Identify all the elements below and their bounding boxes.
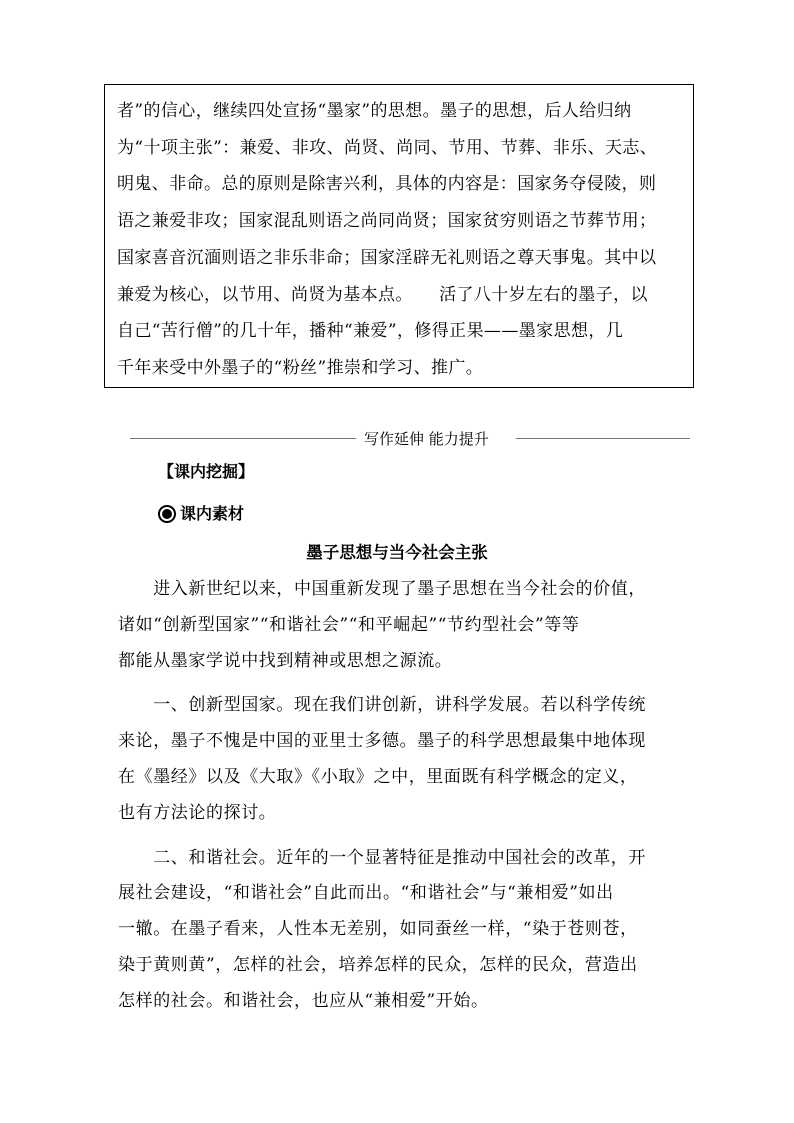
box-line: 自己“苦行僧”的几十年，播种“兼爱”，修得正果——墨家思想，几 bbox=[117, 321, 624, 342]
divider-rule-left bbox=[130, 438, 356, 439]
subsection-heading bbox=[158, 502, 244, 526]
box-line: 明鬼、非命。总的原则是除害兴利，具体的内容是：国家务夺侵陵，则 bbox=[117, 174, 657, 195]
section-heading: 【课内挖掘】 bbox=[158, 462, 255, 481]
body-line: 一、创新型国家。现在我们讲创新，讲科学发展。若以科学传统 bbox=[118, 695, 646, 716]
body-line: 展社会建设，“和谐社会”自此而出。“和谐社会”与“兼相爱”如出 bbox=[118, 883, 614, 904]
body-line: 都能从墨家学说中找到精神或思想之源流。 bbox=[118, 650, 453, 671]
body-line: 进入新世纪以来，中国重新发现了墨子思想在当今社会的价值， bbox=[118, 579, 646, 599]
box-line: 者”的信心，继续四处宣扬“墨家”的思想。墨子的思想，后人给归纳 bbox=[117, 101, 632, 121]
box-line: 兼爱为核心，以节用、尚贤为基本点。 活了八十岁左右的墨子，以 bbox=[117, 284, 648, 305]
body-line: 在《墨经》以及《大取》《小取》之中，里面既有科学概念的定义， bbox=[118, 766, 638, 787]
divider-label: 写作延伸 能力提升 bbox=[364, 430, 489, 448]
body-line: 一辙。在墨子看来，人性本无差别，如同蚕丝一样，“染于苍则苍， bbox=[118, 919, 638, 940]
box-line: 为“十项主张”：兼爱、非攻、尚贤、尚同、节用、节葬、非乐、天志、 bbox=[117, 137, 658, 158]
subsection-label: 课内素材 bbox=[180, 504, 245, 523]
filled-circle-icon bbox=[158, 505, 176, 523]
article-title: 墨子思想与当今社会主张 bbox=[306, 543, 488, 562]
section-divider bbox=[130, 428, 690, 450]
article-body bbox=[118, 572, 698, 1020]
box-line: 语之兼爱非攻；国家混乱则语之尚同尚贤；国家贫穷则语之节葬节用； bbox=[117, 211, 657, 232]
body-line: 诸如“创新型国家”“和谐社会”“和平崛起”“节约型社会”等等 bbox=[118, 614, 580, 635]
body-line: 来论，墨子不愧是中国的亚里士多德。墨子的科学思想最集中地体现 bbox=[118, 731, 646, 752]
box-line: 国家喜音沉湎则语之非乐非命；国家淫辟无礼则语之尊天事鬼。其中以 bbox=[117, 247, 657, 268]
box-line: 千年来受中外墨子的“粉丝”推崇和学习、推广。 bbox=[117, 357, 484, 378]
summary-box bbox=[104, 84, 694, 388]
body-line: 染于黄则黄”，怎样的社会，培养怎样的民众，怎样的民众，营造出 bbox=[118, 954, 638, 975]
body-line: 也有方法论的探讨。 bbox=[118, 802, 277, 823]
divider-rule-right bbox=[516, 438, 690, 439]
body-line: 二、和谐社会。近年的一个显著特征是推动中国社会的改革，开 bbox=[118, 847, 646, 868]
body-line: 怎样的社会。和谐社会，也应从“兼相爱”开始。 bbox=[118, 990, 489, 1011]
